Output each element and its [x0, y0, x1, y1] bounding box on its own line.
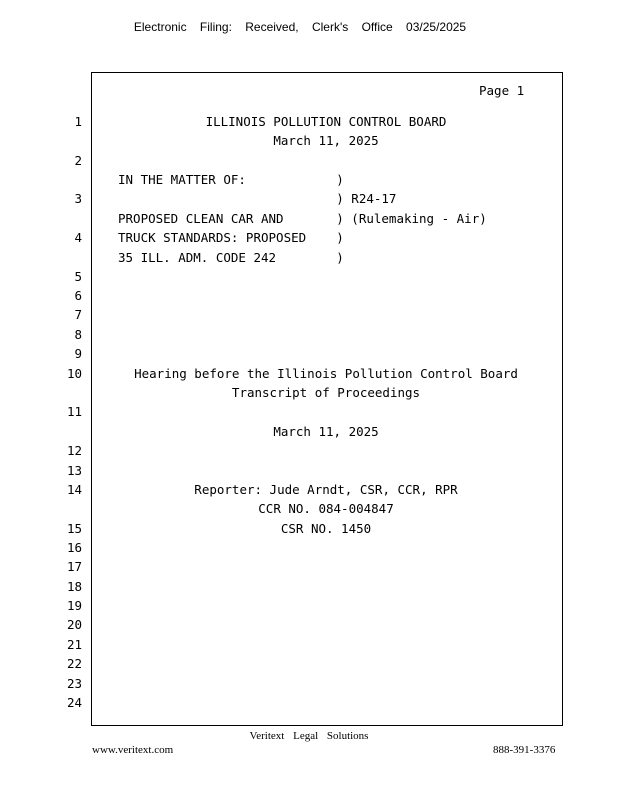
reporter-csr: CSR NO. 1450: [280, 521, 372, 536]
line-number: 4: [74, 230, 82, 245]
line-number: 1: [74, 114, 82, 129]
line-number: 8: [74, 327, 82, 342]
matter-line: PROPOSED CLEAN CAR AND ) (Rulemaking - Air): [118, 211, 487, 226]
filing-stamp: Electronic Filing: Received, Clerk's Office 03/25/2025: [133, 20, 467, 34]
line-number: 24: [66, 695, 82, 710]
line-number: 14: [66, 482, 82, 497]
line-number: 15: [66, 521, 82, 536]
line-number: 16: [66, 540, 82, 555]
line-number: 3: [74, 191, 82, 206]
line-number: 5: [74, 269, 82, 284]
line-number: 9: [74, 346, 82, 361]
footer-company: Veritext Legal Solutions: [249, 730, 369, 742]
page-number: Page 1: [479, 83, 525, 98]
matter-line: ) R24-17: [118, 191, 397, 206]
line-number: 19: [66, 598, 82, 613]
hearing-title: Hearing before the Illinois Pollution Control Board: [134, 366, 518, 381]
matter-line: TRUCK STANDARDS: PROPOSED ): [118, 230, 344, 245]
line-number: 2: [74, 153, 82, 168]
line-number: 22: [66, 656, 82, 671]
line-number: 18: [66, 579, 82, 594]
line-number: 20: [66, 617, 82, 632]
footer-website: www.veritext.com: [92, 744, 174, 756]
board-title: ILLINOIS POLLUTION CONTROL BOARD: [205, 114, 447, 129]
hearing-date: March 11, 2025: [273, 424, 379, 439]
line-number: 6: [74, 288, 82, 303]
line-number: 17: [66, 559, 82, 574]
line-number: 12: [66, 443, 82, 458]
caption-date: March 11, 2025: [273, 133, 379, 148]
reporter-name: Reporter: Jude Arndt, CSR, CCR, RPR: [194, 482, 458, 497]
line-number: 13: [66, 463, 82, 478]
line-number: 7: [74, 307, 82, 322]
footer-phone: 888-391-3376: [493, 744, 556, 756]
reporter-ccr: CCR NO. 084-004847: [258, 501, 394, 516]
hearing-subtitle: Transcript of Proceedings: [231, 385, 421, 400]
line-number: 23: [66, 676, 82, 691]
line-number: 21: [66, 637, 82, 652]
matter-line: IN THE MATTER OF: ): [118, 172, 344, 187]
line-number: 11: [66, 404, 82, 419]
matter-line: 35 ILL. ADM. CODE 242 ): [118, 250, 344, 265]
line-number: 10: [66, 366, 82, 381]
